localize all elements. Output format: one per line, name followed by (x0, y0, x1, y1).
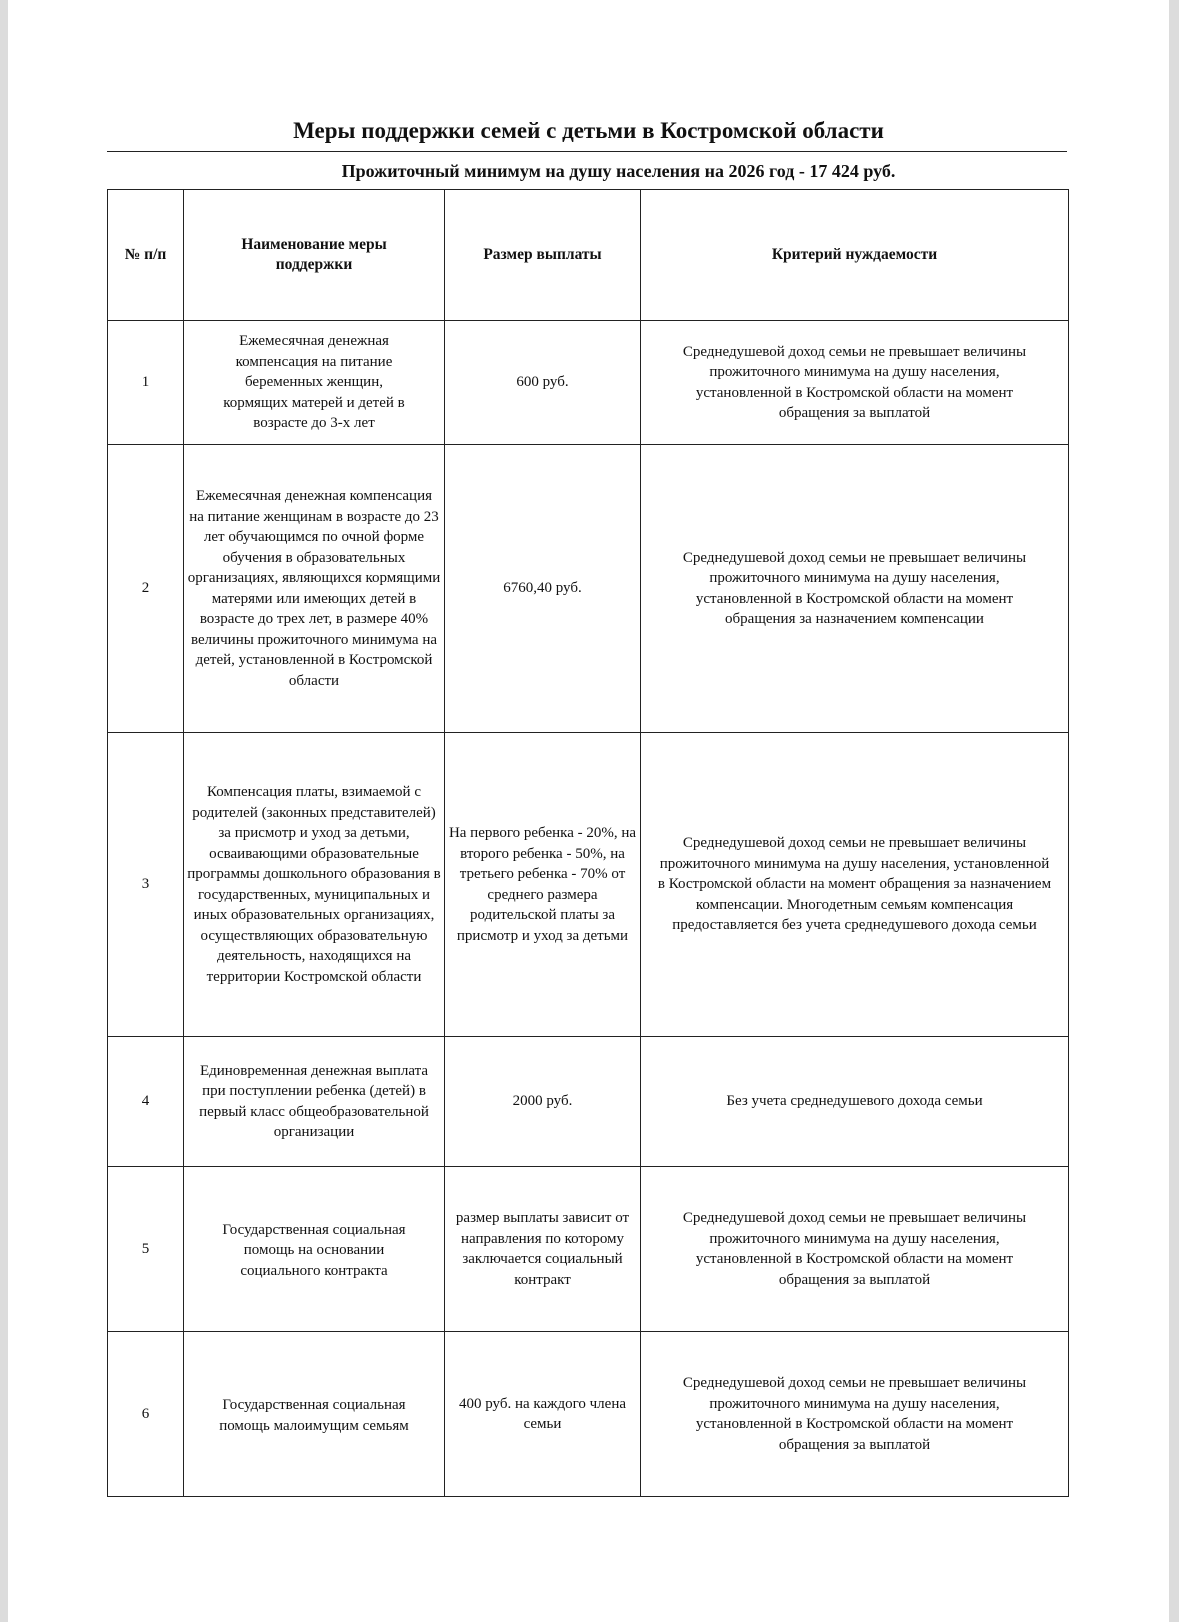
table-row (108, 733, 1069, 1037)
table-row (108, 1167, 1069, 1332)
document-title: Меры поддержки семей с детьми в Костромской области (293, 118, 884, 143)
need-criterion: Среднедушевой доход семьи не превышает величины прожиточного минимума на душу населения, установленной в Костромской области на момент обращения за назначением компенсации (641, 445, 1069, 733)
need-criterion: Среднедушевой доход семьи не превышает величины прожиточного минимума на душу населения, установленной в Костромской области на момент обращения за выплатой (641, 1332, 1069, 1497)
table-row (108, 445, 1069, 733)
measure-name: Государственная социальная помощь малоимущим семьям (184, 1332, 445, 1497)
need-criterion: Среднедушевой доход семьи не превышает величины прожиточного минимума на душу населения, установленной в Костромской области на момент обращения за назначением компенсации. Многодетным семьям компенсация предоставляется без учета среднедушевого дохода семьи (641, 733, 1069, 1037)
payment-amount: 400 руб. на каждого члена семьи (445, 1332, 641, 1497)
payment-amount: размер выплаты зависит от направления по которому заключается социальный контракт (445, 1167, 641, 1332)
header-need-criterion: Критерий нуждаемости (641, 190, 1069, 321)
header-measure-name: Наименование меры поддержки (184, 190, 445, 321)
title-underline (107, 151, 1067, 152)
table-row (108, 1037, 1069, 1167)
need-criterion: Среднедушевой доход семьи не превышает величины прожиточного минимума на душу населения, установленной в Костромской области на момент обращения за выплатой (641, 321, 1069, 445)
row-number: 4 (108, 1037, 184, 1167)
payment-amount: 6760,40 руб. (445, 445, 641, 733)
document-page (8, 0, 1169, 1622)
measure-name: Единовременная денежная выплата при поступлении ребенка (детей) в первый класс общеобразовательной организации (184, 1037, 445, 1167)
table-header-row (108, 190, 1069, 321)
table-row (108, 321, 1069, 445)
row-number: 2 (108, 445, 184, 733)
measure-name: Государственная социальная помощь на основании социального контракта (184, 1167, 445, 1332)
measure-name: Ежемесячная денежная компенсация на питание беременных женщин, кормящих матерей и детей в возрасте до 3-х лет (184, 321, 445, 445)
header-payment-amount: Размер выплаты (445, 190, 641, 321)
payment-amount: 600 руб. (445, 321, 641, 445)
measure-name: Ежемесячная денежная компенсация на питание женщинам в возрасте до 23 лет обучающимся по очной форме обучения в образовательных организациях, являющихся кормящими матерями или имеющих детей в возрасте до трех лет, в размере 40% величины прожиточного минимума на детей, установленной в Костромской области (184, 445, 445, 733)
table-row (108, 1332, 1069, 1497)
header-number: № п/п (108, 190, 184, 321)
document-subtitle: Прожиточный минимум на душу населения на 2026 год - 17 424 руб. (341, 161, 896, 181)
need-criterion: Без учета среднедушевого дохода семьи (641, 1037, 1069, 1167)
need-criterion: Среднедушевой доход семьи не превышает величины прожиточного минимума на душу населения, установленной в Костромской области на момент обращения за выплатой (641, 1167, 1069, 1332)
row-number: 5 (108, 1167, 184, 1332)
payment-amount: 2000 руб. (445, 1037, 641, 1167)
row-number: 3 (108, 733, 184, 1037)
row-number: 1 (108, 321, 184, 445)
measure-name: Компенсация платы, взимаемой с родителей (законных представителей) за присмотр и уход за детьми, осваивающими образовательные программы дошкольного образования в государственных, муниципальных и иных образовательных организациях, осуществляющих образовательную деятельность, находящихся на территории Костромской области (184, 733, 445, 1037)
payment-amount: На первого ребенка - 20%, на второго ребенка - 50%, на третьего ребенка - 70% от среднего размера родительской платы за присмотр и уход за детьми (445, 733, 641, 1037)
support-measures-table (107, 189, 1069, 1497)
row-number: 6 (108, 1332, 184, 1497)
